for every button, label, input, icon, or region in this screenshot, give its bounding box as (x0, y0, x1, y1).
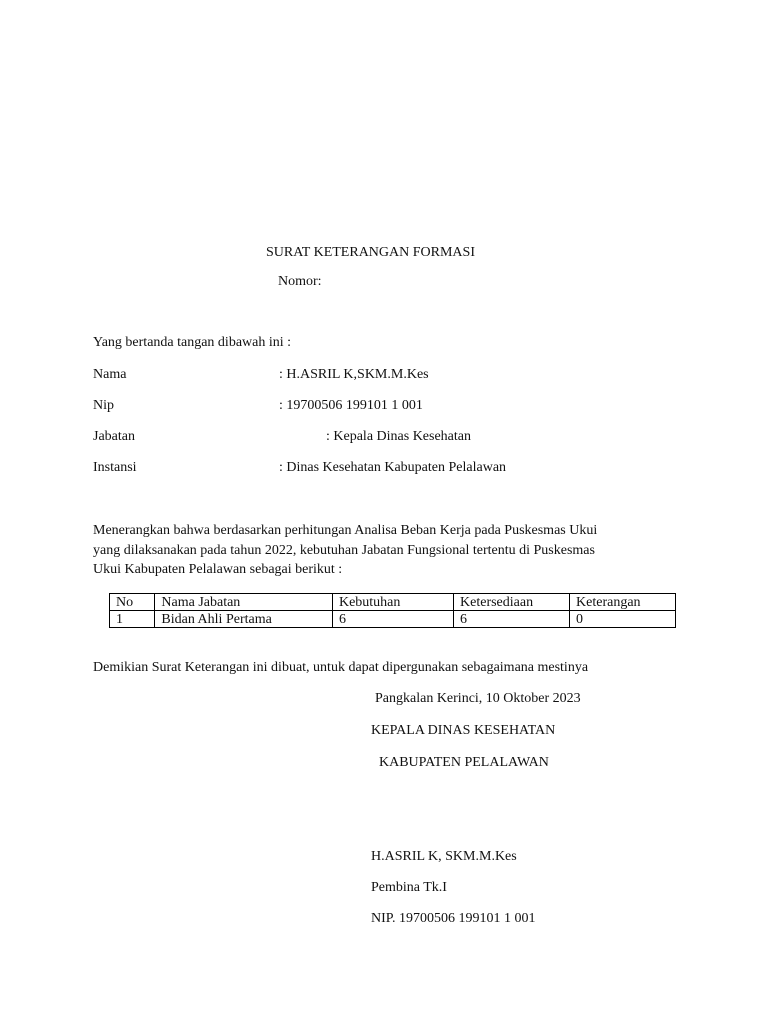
table-header-row (110, 594, 676, 611)
closing-text: Demikian Surat Keterangan ini dibuat, untuk dapat dipergunakan sebagaimana mestinya (93, 660, 589, 675)
signer-position-line2: KABUPATEN PELALAWAN (379, 755, 549, 770)
field-value-nama: : H.ASRIL K,SKM.M.Kes (279, 367, 429, 382)
field-label-nip: Nip (93, 398, 114, 413)
field-label-instansi: Instansi (93, 460, 137, 475)
table-row (110, 611, 676, 628)
field-label-jabatan: Jabatan (93, 429, 135, 444)
field-value-jabatan: : Kepala Dinas Kesehatan (326, 429, 471, 444)
formation-table (109, 593, 676, 628)
table-cell-no: 1 (110, 611, 155, 628)
letter-title: SURAT KETERANGAN FORMASI (266, 245, 475, 260)
statement-paragraph (93, 521, 683, 580)
letter-number-label: Nomor: (278, 274, 322, 289)
column-header-keterangan: Keterangan (570, 594, 676, 611)
column-header-nama-jabatan: Nama Jabatan (155, 594, 333, 611)
table-cell-kebutuhan: 6 (332, 611, 453, 628)
table-cell-keterangan: 0 (570, 611, 676, 628)
column-header-kebutuhan: Kebutuhan (332, 594, 453, 611)
signer-name: H.ASRIL K, SKM.M.Kes (371, 849, 517, 864)
column-header-ketersediaan: Ketersediaan (454, 594, 570, 611)
signer-nip: NIP. 19700506 199101 1 001 (371, 911, 536, 926)
statement-line: Menerangkan bahwa berdasarkan perhitungan Analisa Beban Kerja pada Puskesmas Ukui (93, 523, 598, 538)
field-value-instansi: : Dinas Kesehatan Kabupaten Pelalawan (279, 460, 507, 475)
field-value-nip: : 19700506 199101 1 001 (279, 398, 423, 413)
statement-line: yang dilaksanakan pada tahun 2022, kebutuhan Jabatan Fungsional tertentu di Puskesmas (93, 542, 595, 558)
signer-rank: Pembina Tk.I (371, 880, 447, 895)
signer-position-line1: KEPALA DINAS KESEHATAN (371, 723, 556, 738)
table-cell-nama-jabatan: Bidan Ahli Pertama (155, 611, 333, 628)
place-date: Pangkalan Kerinci, 10 Oktober 2023 (375, 691, 581, 706)
field-label-nama: Nama (93, 367, 127, 382)
statement-line: Ukui Kabupaten Pelalawan sebagai berikut : (93, 562, 343, 577)
column-header-no: No (110, 594, 155, 611)
intro-text: Yang bertanda tangan dibawah ini : (93, 335, 292, 350)
table-cell-ketersediaan: 6 (454, 611, 570, 628)
